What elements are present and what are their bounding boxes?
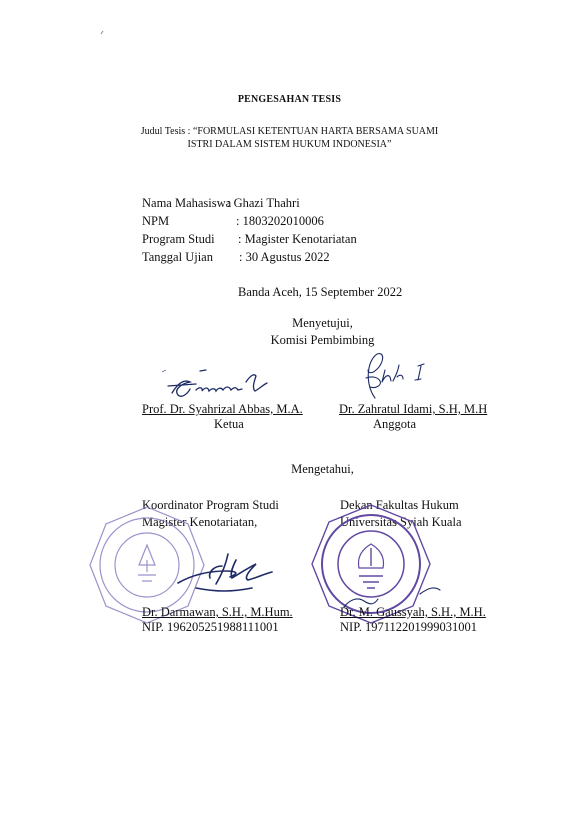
member-name: Dr. Zahratul Idami, S.H, M.H bbox=[339, 402, 488, 416]
dean-university: Universitas Syiah Kuala bbox=[340, 515, 462, 529]
exam-date-label: Tanggal Ujian bbox=[142, 250, 213, 264]
dean-nip: NIP. 197112201999031001 bbox=[340, 620, 478, 634]
member-signature bbox=[366, 354, 424, 398]
thesis-label: Judul Tesis : bbox=[140, 126, 191, 137]
dean-position: Dekan Fakultas Hukum bbox=[340, 498, 459, 512]
npm-label: NPM bbox=[142, 214, 170, 228]
student-name-label: Nama Mahasiswa bbox=[142, 196, 232, 210]
signature-underline-marks bbox=[162, 370, 166, 372]
pen-mark bbox=[101, 31, 103, 34]
place-date: Banda Aceh, 15 September 2022 bbox=[238, 285, 403, 299]
chair-name: Prof. Dr. Syahrizal Abbas, M.A. bbox=[142, 402, 303, 416]
program-label: Program Studi bbox=[142, 232, 215, 246]
dean-name: Dr. M. Gaussyah, S.H., M.H. bbox=[340, 605, 486, 619]
acknowledged-heading: Mengetahui, bbox=[291, 462, 354, 476]
thesis-title-first-line: “FORMULASI KETENTUAN HARTA BERSAMA SUAMI bbox=[192, 126, 439, 137]
student-name-value: : Ghazi Thahri bbox=[227, 196, 300, 210]
chair-signature bbox=[168, 370, 267, 396]
coordinator-signature bbox=[178, 554, 272, 591]
exam-date-value: : 30 Agustus 2022 bbox=[239, 250, 330, 264]
coordinator-position: Koordinator Program Studi bbox=[142, 498, 279, 512]
program-value: : Magister Kenotariatan bbox=[238, 232, 357, 246]
approval-heading: Menyetujui, bbox=[292, 316, 353, 330]
member-role: Anggota bbox=[373, 417, 417, 431]
coordinator-name: Dr. Darmawan, S.H., M.Hum. bbox=[142, 605, 293, 619]
committee-heading: Komisi Pembimbing bbox=[270, 333, 375, 347]
coordinator-nip: NIP. 196205251988111001 bbox=[142, 620, 279, 634]
thesis-title-second-line: ISTRI DALAM SISTEM HUKUM INDONESIA” bbox=[187, 139, 392, 150]
chair-role: Ketua bbox=[214, 417, 244, 431]
coordinator-program: Magister Kenotariatan, bbox=[142, 515, 258, 529]
page-title: PENGESAHAN TESIS bbox=[237, 94, 342, 105]
npm-value: : 1803202010006 bbox=[236, 214, 324, 228]
thesis-title-line1 bbox=[0, 126, 579, 137]
